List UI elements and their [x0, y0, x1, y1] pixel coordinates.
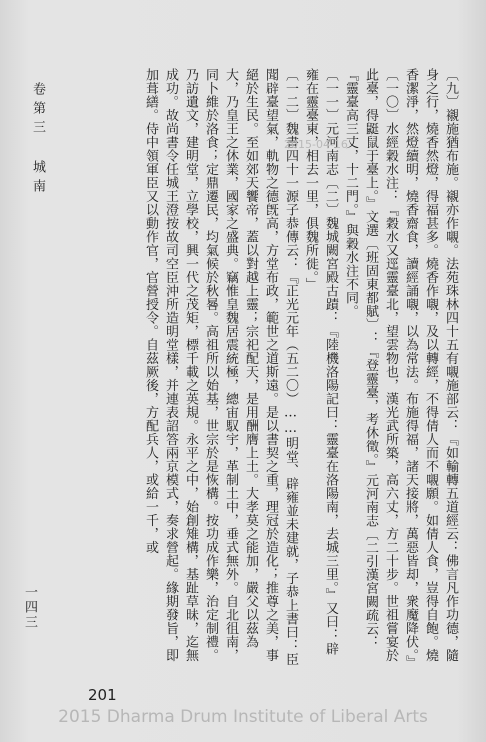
note-9: 〔九〕襯施猶布施。襯亦作嚫。法苑珠林四十五有嚫施部云：『如輸轉五道經云：佛言凡作功德，隨身之行，燒香然燈，得福甚多。燒香作嚫，及以轉經，不得倩人而不嚫願。如倩人食，豈得自飽。燒香潔淨，然燈續明，燒香齋食，讀經誦嚫，以為常法。布施得福，諸天接將，萬惡皆却，衆魔降伏。』	[403, 68, 458, 669]
note-11: 〔一一〕元河南志〔二〕魏城闕宮殿古蹟：『陸機洛陽記曰：靈臺在洛陽南，去城三里。』又曰：辟雍在靈臺東，相去一里，俱魏所徙。」	[303, 68, 338, 656]
date-watermark: 2015-04-16	[284, 138, 348, 151]
chinese-page-number: 一四三	[22, 585, 37, 630]
annotation-body	[60, 68, 460, 668]
note-10: 〔一〇〕水經穀水注：『穀水又逕靈臺北，望雲物也，漢光武所築，高六丈，方二十步。世祖嘗宴於此臺，得鼮鼠于臺上。』文選〔班固東都賦〕：『登靈臺，考休徵。』元河南志〔二引漢宮闕疏云：『靈臺高三丈，十二門。』與穀水注不同。	[343, 68, 398, 662]
note-12: 〔一二〕魏書四十一源子恭傳云：『正光元年（五二〇）……明堂、辟雍並未建就，子恭上書曰：臣聞辟臺望氣，軌物之德旣高，方堂布政，範世之道斯遠。是以書契之重，理冠於造化；推尊之美，事絕於生民。至如郊天饗帝，蓋以對越上靈；宗祀配天，是用酬膺上土。大孝莫之能加，嚴父以茲為大，乃皇王之休業，國家之盛典。竊惟皇魏居震統極，總宙馭宇，革制土中，垂式無外。自北徂南，同卜維於洛食；定鼎遷民，均氣候於秋晷。高祖所以始基，世宗於是恢構。按功成作樂，治定制禮。乃訪遺文，建明堂，立學校，興一代之茂矩，標千載之英規。永平之中，始創雉構，基趾草昧，迄無成功。故尚書令任城王澄按故司空臣沖所造明堂樣，并連表詔答兩京模式，奏求營起。緣期發旨，即加葺繕。侍中領軍臣又以動作官，官營授令。自茲厥後，方配兵人，或給一千，或	[143, 68, 298, 666]
institution-watermark: 2015 Dharma Drum Institute of Liberal Arts	[58, 707, 428, 727]
scan-page-number: 201	[88, 686, 117, 704]
running-title: 卷第三 城南	[30, 82, 45, 198]
